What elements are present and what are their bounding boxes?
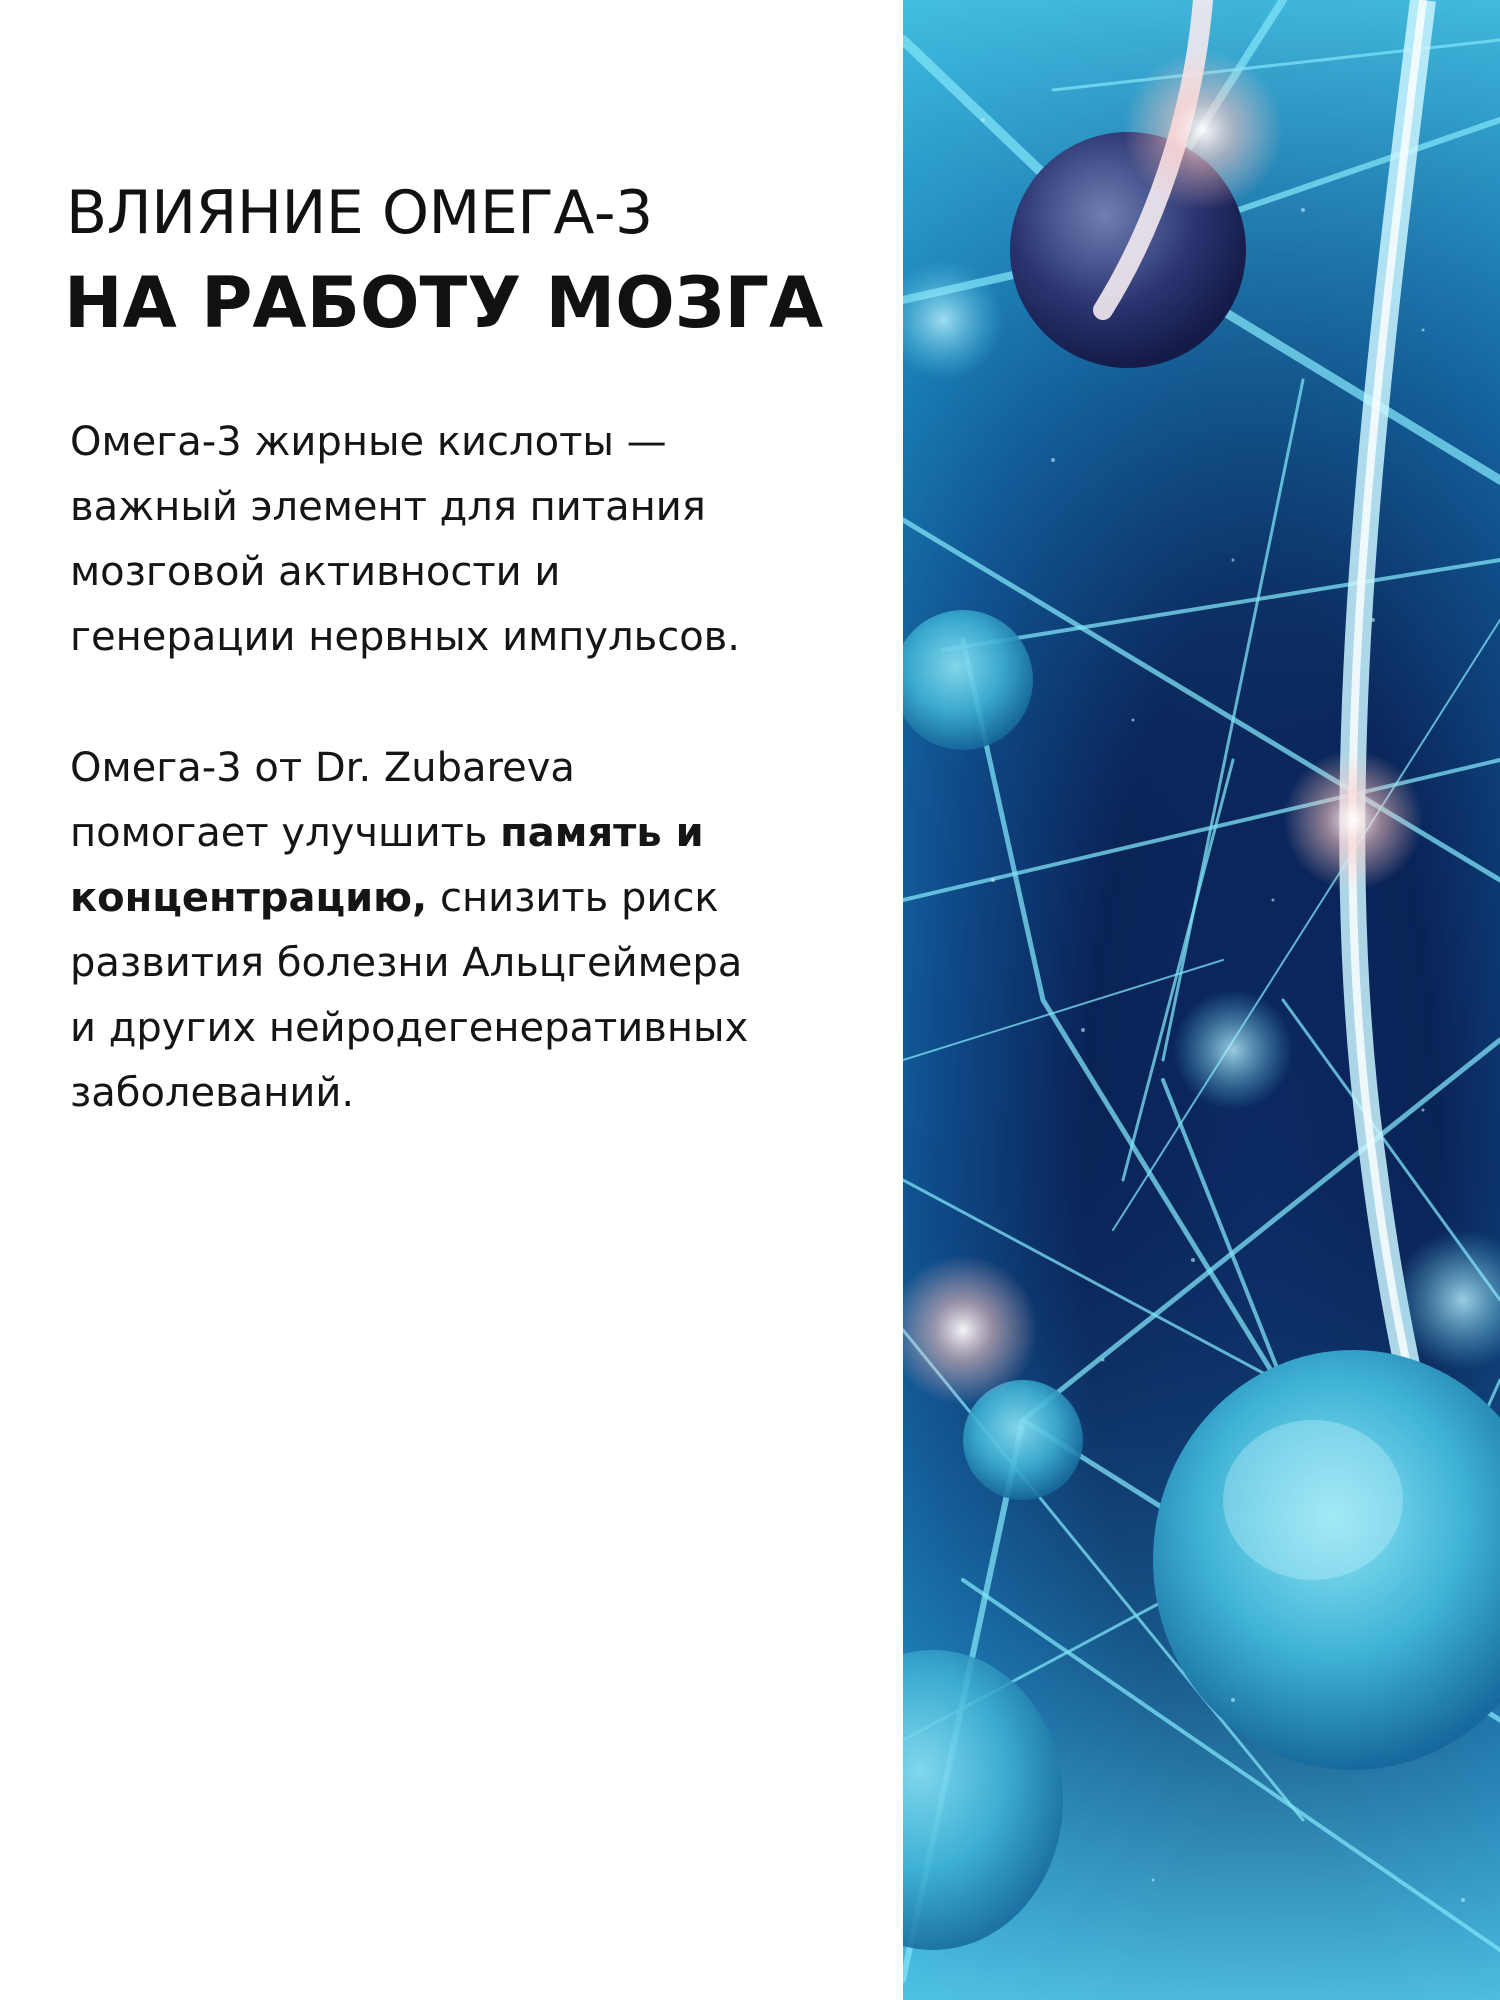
paragraph-benefits-line: заболеваний. [70,1070,355,1116]
paragraph-benefits [70,736,870,1126]
benefits-regular-text: помогает улучшить [70,810,501,856]
neuron-illustration [903,0,1500,2000]
paragraph-benefits-line [70,866,870,931]
paragraph-intro-line: генерации нервных импульсов. [70,614,740,660]
paragraph-intro [70,410,870,670]
paragraph-benefits-line: Омега-3 от Dr. Zubareva [70,745,575,791]
title-line-2: НА РАБОТУ МОЗГА [64,262,824,344]
benefits-regular-text: снизить риск [427,875,719,921]
paragraph-intro-line: мозговой активности и [70,549,561,595]
benefits-highlight-concentration: концентрацию, [70,875,428,921]
paragraph-benefits-line [70,801,870,866]
paragraph-benefits-line: и других нейродегенеративных [70,1005,749,1051]
paragraph-intro-line: важный элемент для питания [70,484,706,530]
paragraph-benefits-line: развития болезни Альцгеймера [70,940,743,986]
neuron-network-image [903,0,1500,2000]
title-line-1: ВЛИЯНИЕ ОМЕГА-3 [66,178,653,248]
paragraph-intro-line: Омега-3 жирные кислоты — [70,419,667,465]
benefits-highlight-memory: память и [500,810,704,856]
